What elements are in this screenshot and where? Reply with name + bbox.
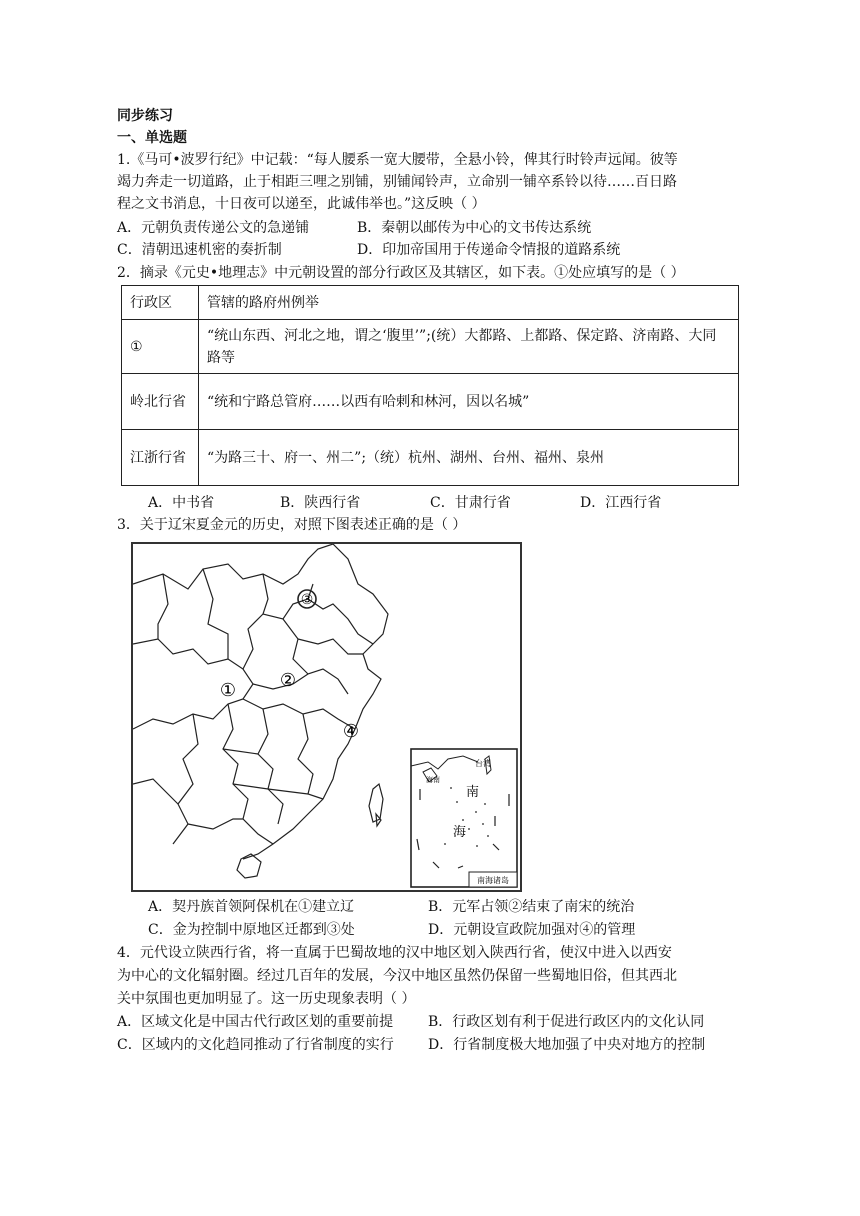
q4-option-b[interactable]: B．行政区划有利于促进行政区内的文化认同 [428,1014,705,1030]
table-row [122,374,739,430]
q4-stem-line: 4．元代设立陕西行省，将一直属于巴蜀故地的汉中地区划入陕西行省，使汉中进入以西安 [117,945,672,961]
q1-option-c[interactable]: C．清朝迅速机密的奏折制 [117,242,282,258]
table-cell: “统山东西、河北之地，谓之‘腹里’”;(统）大都路、上都路、保定路、济南路、大同路等 [199,320,739,374]
q4-option-a[interactable]: A．区域文化是中国古代行政区划的重要前提 [117,1014,394,1030]
china-map-figure [131,542,522,892]
inset-label-nanhai-islands: 南海诸岛 [477,876,509,885]
q3-option-a[interactable]: A．契丹族首领阿保机在①建立辽 [148,899,355,915]
q2-option-a[interactable]: A．中书省 [148,495,215,511]
q1-stem-line: 竭力奔走一切道路，止于相距三哩之别铺，别铺闻铃声，立命别一铺卒系铃以待……百日路 [117,174,677,190]
map-marker-3: ③ [300,592,314,608]
q2-stem: 2．摘录《元史•地理志》中元朝设置的部分行政区及其辖区，如下表。①处应填写的是（ ） [117,265,685,281]
q3-option-d[interactable]: D．元朝设宣政院加强对④的管理 [428,922,636,938]
q3-option-c[interactable]: C．金为控制中原地区迁都到③处 [148,922,355,938]
table-cell: 江浙行省 [122,430,199,486]
table-header-cell: 行政区 [122,286,199,320]
map-marker-2: ② [279,670,297,691]
marker-3-area [298,590,316,608]
inset-label-hai: 海 [453,825,467,840]
q1-option-a[interactable]: A．元朝负责传递公文的急递铺 [117,220,310,236]
q2-table [121,285,739,486]
table-row [122,320,739,374]
q4-option-d[interactable]: D．行省制度极大地加强了中央对地方的控制 [428,1037,706,1053]
q4-option-c[interactable]: C．区域内的文化趋同推动了行省制度的实行 [117,1037,394,1053]
province-borders [133,544,388,878]
table-header-row [122,286,739,320]
q2-option-c[interactable]: C．甘肃行省 [430,495,511,511]
china-map-svg [133,544,520,890]
q1-stem-line: 程之文书消息，十日夜可以递至，此诚伟举也。”这反映（ ） [117,196,486,212]
table-cell: “统和宁路总管府……以西有哈剌和林河，因以名城” [199,374,739,430]
section-subtitle: 一、单选题 [117,130,187,146]
south-china-sea-inset [411,749,517,887]
q2-option-b[interactable]: B．陕西行省 [280,495,361,511]
map-marker-1: ① [219,680,237,701]
q2-option-d[interactable]: D．江西行省 [580,495,662,511]
map-marker-4: ④ [342,721,360,742]
q4-stem-line: 关中氛围也更加明显了。这一历史现象表明（ ） [117,991,416,1007]
table-cell: ① [122,320,199,374]
q1-option-b[interactable]: B．秦朝以邮传为中心的文书传达系统 [357,220,592,236]
table-row [122,430,739,486]
table-header-cell: 管辖的路府州例举 [199,286,739,320]
section-title: 同步练习 [117,108,173,124]
q3-stem: 3．关于辽宋夏金元的历史，对照下图表述正确的是（ ） [117,517,467,533]
table-cell: 岭北行省 [122,374,199,430]
q3-option-b[interactable]: B．元军占领②结束了南宋的统治 [428,899,635,915]
q4-stem-line: 为中心的文化辐射圈。经过几百年的发展，今汉中地区虽然仍保留一些蜀地旧俗，但其西北 [117,968,677,984]
inset-label-taiwan: 台湾 [475,759,491,768]
inset-label-hainan: 海南 [426,776,440,784]
q1-option-d[interactable]: D．印加帝国用于传递命令情报的道路系统 [357,242,621,258]
q1-stem-line: 1.《马可•波罗行纪》中记载：“每人腰系一宽大腰带，全悬小铃，俾其行时铃声远闻。彼等 [117,152,678,168]
inset-label-nan: 南 [466,785,480,800]
table-cell: “为路三十、府一、州二”;（统）杭州、湖州、台州、福州、泉州 [199,430,739,486]
